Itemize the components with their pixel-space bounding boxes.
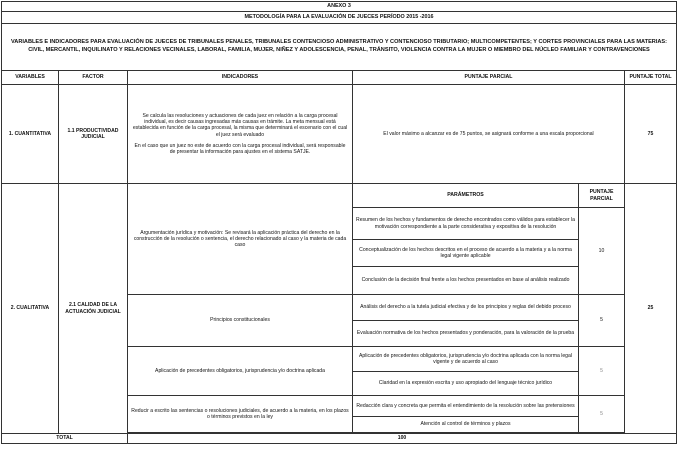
parametros-header: PARÁMETROS xyxy=(353,184,579,208)
qualitative-factor: 2.1 CALIDAD DE LA ACTUACIÓN JUDICIAL xyxy=(59,184,128,434)
parameter-item: Resumen de los hechos y fundamentos de derecho encontrados como válidos para establecer la motivación correspondiente a la parte considerativa y expositiva de la resolución xyxy=(353,208,579,240)
parameter-item: Aplicación de precedentes obligatorios, jurisprudencia y/o doctrina aplicada con la norma legal vigente y de acuerdo al caso xyxy=(353,347,579,372)
annex-title: ANEXO 3 xyxy=(2,2,677,12)
group-score-principios: 5 xyxy=(579,295,625,347)
intro-text: VARIABLES E INDICADORES PARA EVALUACIÓN DE JUECES DE TRIBUNALES PENALES, TRIBUNALES CONTENCIOSO ADMINISTRATIVO Y CONTENCIOSO TRIBUTARIO; MULTICOMPETENTES; Y CORTES PROVINCIALES PARA LAS MATERIAS: CIVIL, MERCANTIL, INQUILINATO Y RELACIONES VECINALES, LABORAL, FAMILIA, MUJER, NIÑEZ Y ADOLESCENCIA, PENAL, TRÁNSITO, VIOLENCIA CONTRA LA MUJER O MIEMBRO DEL NÚCLEO FAMILIAR Y CONTRAVENCIONES xyxy=(2,24,677,71)
header-factor: FACTOR xyxy=(59,71,128,85)
parameter-item: Redacción clara y concreta que permita el entendimiento de la resolución sobre las pretensiones xyxy=(353,396,579,417)
total-label: TOTAL xyxy=(2,434,128,444)
qualitative-indicator-redaccion: Reducir a escrito las sentencias o resoluciones judiciales, de acuerdo a la materia, en los plazos o términos previstos en la ley xyxy=(128,396,353,433)
group-score-precedentes: 5 xyxy=(579,347,625,396)
parameter-item: Claridad en la expresión escrita y uso apropiado del lenguaje técnico jurídico xyxy=(353,372,579,396)
qualitative-indicator-precedentes: Aplicación de precedentes obligatorios, jurisprudencia y/o doctrina aplicada xyxy=(128,347,353,396)
qualitative-indicator-principios: Principios constitucionales xyxy=(128,295,353,347)
header-variables: VARIABLES xyxy=(2,71,59,85)
evaluation-table xyxy=(1,1,677,444)
header-indicadores: INDICADORES xyxy=(128,71,353,85)
parameter-item: Evaluación normativa de los hechos presentados y ponderación, para la valoración de la prueba xyxy=(353,321,579,347)
header-puntaje-parcial: PUNTAJE PARCIAL xyxy=(353,71,625,85)
quantitative-factor: 1.1 PRODUCTIVIDAD JUDICIAL xyxy=(59,85,128,184)
parameter-item: Atención al control de términos y plazos xyxy=(353,417,579,433)
qualitative-total-score: 25 xyxy=(625,184,677,434)
header-puntaje-total: PUNTAJE TOTAL xyxy=(625,71,677,85)
quantitative-indicator-paragraph-2: En el caso que un juez no este de acuerdo con la carga procesal individual, será responsable de presentar la información para ajustes en el sistema SATJE. xyxy=(134,142,346,155)
parameter-item: Análisis del derecho a la tutela judicial efectiva y de los principios y reglas del debido proceso xyxy=(353,295,579,321)
group-score-argumentacion: 10 xyxy=(579,208,625,295)
quantitative-partial-score: El valor máximo a alcanzar es de 75 puntos, se asignará conforme a una escala proporcional xyxy=(353,85,625,184)
quantitative-indicator-paragraph-1: Se calcula las resoluciones y actuaciones de cada juez en relación a la carga procesal individual, es decir causas ingresadas más causas en trámite. La meta mensual está establecida en función de la carga procesal, la misma que determinará el escenario con el cual el juez será evaluado xyxy=(132,113,348,138)
parameter-item: Conceptualización de los hechos descritos en el proceso de acuerdo a la materia y a la norma legal vigente aplicable xyxy=(353,240,579,267)
quantitative-total-score: 75 xyxy=(625,85,677,184)
quantitative-variable: 1. CUANTITATIVA xyxy=(2,85,59,184)
total-value: 100 xyxy=(128,434,677,444)
qualitative-indicator-argumentacion: Argumentación jurídica y motivación: Se revisará la aplicación práctica del derecho en la construcción de la resolución o sentencia, el derecho relacionado al caso y la materia de cada caso xyxy=(128,184,353,295)
parameter-item: Conclusión de la decisión final frente a los hechos presentados en base al análisis realizado xyxy=(353,267,579,295)
quantitative-indicator xyxy=(128,85,353,184)
qualitative-variable: 2. CUALITATIVA xyxy=(2,184,59,434)
partial-score-header: PUNTAJE PARCIAL xyxy=(579,184,625,208)
methodology-title: METODOLOGÍA PARA LA EVALUACIÓN DE JUECES PERÍODO 2015 -2016 xyxy=(2,12,677,24)
group-score-redaccion: 5 xyxy=(579,396,625,433)
